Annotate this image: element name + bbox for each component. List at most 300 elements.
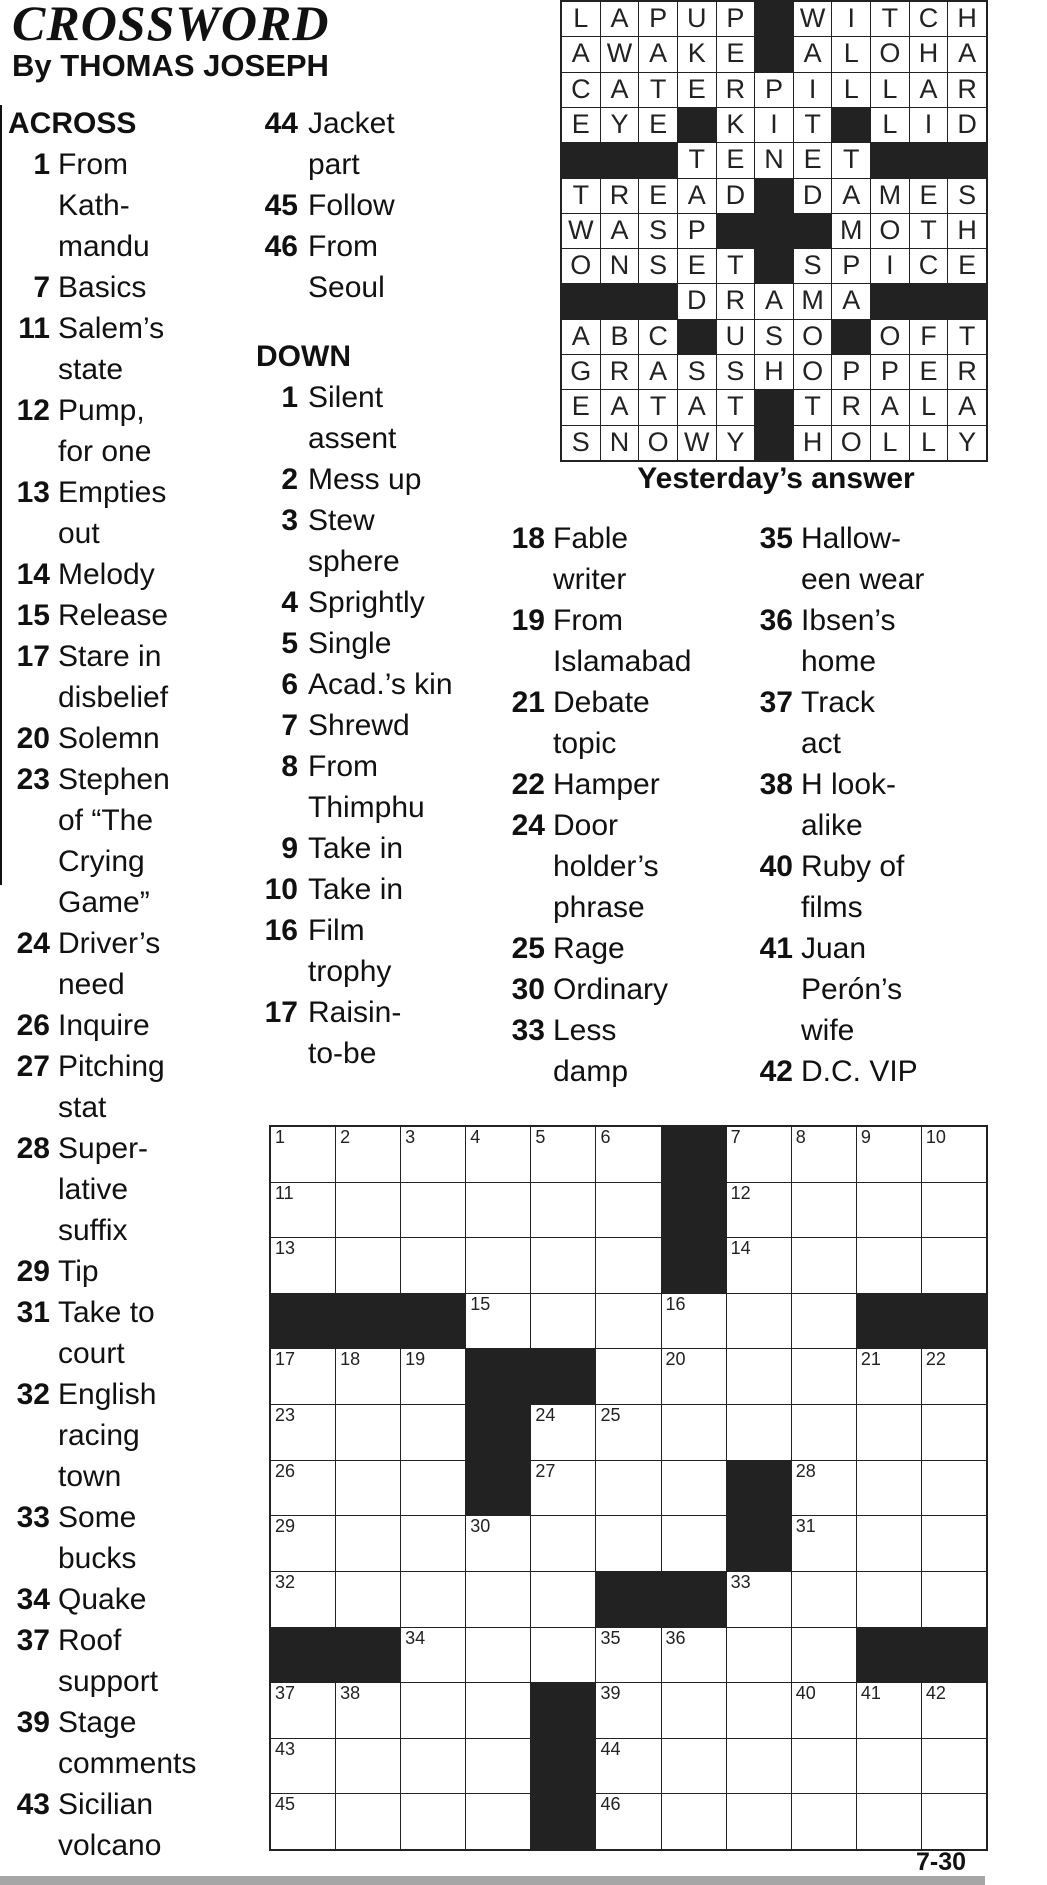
grid-cell[interactable] (727, 1127, 791, 1182)
black-square (662, 1127, 726, 1182)
grid-cell[interactable] (596, 1238, 660, 1293)
clue-text: assent (308, 422, 397, 455)
grid-cell[interactable] (401, 1183, 465, 1238)
cell-number: 2 (340, 1127, 351, 1147)
answer-letter: P (717, 2, 755, 36)
answer-letter: A (639, 37, 677, 71)
grid-cell[interactable] (466, 1127, 530, 1182)
clue-text: films (801, 891, 863, 924)
clue-item (256, 226, 501, 308)
puzzle-title: CROSSWORD (12, 0, 330, 51)
black-square (639, 284, 677, 318)
grid-cell[interactable] (792, 1405, 856, 1460)
grid-cell[interactable] (466, 1294, 530, 1349)
black-square (401, 1294, 465, 1349)
clue-text: Kath- (58, 189, 130, 222)
grid-cell[interactable] (401, 1127, 465, 1182)
grid-cell[interactable] (792, 1238, 856, 1293)
grid-cell[interactable] (466, 1516, 530, 1571)
grid-cell[interactable] (336, 1739, 400, 1794)
grid-cell[interactable] (531, 1238, 595, 1293)
clue-number: 27 (16, 1050, 50, 1083)
grid-cell[interactable] (271, 1183, 335, 1238)
answer-letter: P (678, 214, 716, 248)
grid-cell[interactable] (336, 1127, 400, 1182)
cell-number: 23 (275, 1405, 296, 1426)
grid-cell[interactable] (662, 1294, 726, 1349)
answer-letter: C (910, 249, 948, 283)
grid-cell[interactable] (922, 1572, 986, 1627)
answer-letter: W (794, 2, 832, 36)
grid-cell[interactable] (531, 1516, 595, 1571)
grid-cell[interactable] (401, 1572, 465, 1627)
clue-item (8, 1251, 248, 1292)
grid-cell[interactable] (466, 1572, 530, 1627)
clue-number: 43 (16, 1788, 50, 1821)
grid-cell[interactable] (401, 1238, 465, 1293)
clue-text: racing (58, 1419, 140, 1452)
answer-letter: F (910, 320, 948, 354)
down-heading: DOWN (256, 340, 351, 373)
cell-number: 37 (275, 1683, 296, 1704)
grid-cell[interactable] (857, 1183, 921, 1238)
grid-cell[interactable] (271, 1405, 335, 1460)
clue-item (8, 718, 248, 759)
cell-number: 1 (275, 1127, 286, 1147)
answer-letter: E (678, 249, 716, 283)
black-square (794, 214, 832, 248)
answer-letter: M (794, 284, 832, 318)
clue-number: 44 (264, 107, 298, 140)
cell-number: 13 (275, 1238, 296, 1259)
grid-cell[interactable] (531, 1572, 595, 1627)
grid-cell[interactable] (662, 1516, 726, 1571)
cell-number: 20 (665, 1349, 686, 1370)
puzzle-date: 7-30 (916, 1848, 967, 1876)
clue-item (8, 923, 248, 1005)
grid-cell[interactable] (531, 1628, 595, 1683)
grid-cell[interactable] (922, 1127, 986, 1182)
clue-item (256, 664, 501, 705)
grid-cell[interactable] (792, 1739, 856, 1794)
grid-cell[interactable] (401, 1683, 465, 1738)
grid-cell[interactable] (336, 1516, 400, 1571)
clue-text: Ibsen’s (801, 604, 896, 637)
clue-item (751, 518, 996, 600)
clue-text: Silent (308, 381, 384, 414)
clue-text: damp (553, 1055, 629, 1088)
grid-cell[interactable] (792, 1572, 856, 1627)
cell-number: 45 (275, 1794, 296, 1815)
grid-cell[interactable] (531, 1405, 595, 1460)
clue-item (751, 1051, 996, 1092)
grid-cell[interactable] (662, 1461, 726, 1516)
grid-cell[interactable] (922, 1516, 986, 1571)
clue-item (503, 764, 748, 805)
clue-text: Hallow- (801, 522, 902, 555)
answer-letter: A (794, 37, 832, 71)
answer-letter: L (910, 390, 948, 424)
answer-letter: A (562, 37, 600, 71)
grid-cell[interactable] (792, 1794, 856, 1849)
answer-letter: R (717, 73, 755, 107)
grid-cell[interactable] (401, 1794, 465, 1849)
cell-number: 17 (275, 1349, 296, 1370)
grid-cell[interactable] (401, 1628, 465, 1683)
clue-text: Take in (308, 873, 404, 906)
grid-cell[interactable] (727, 1572, 791, 1627)
grid-cell[interactable] (336, 1683, 400, 1738)
clue-text: holder’s (553, 850, 659, 883)
clue-text: een wear (801, 563, 925, 596)
answer-letter: O (832, 426, 870, 460)
cell-number: 35 (600, 1627, 621, 1648)
clue-text: Raisin- (308, 996, 402, 1029)
grid-cell[interactable] (271, 1739, 335, 1794)
grid-cell[interactable] (466, 1238, 530, 1293)
answer-letter: T (717, 249, 755, 283)
grid-cell[interactable] (727, 1683, 791, 1738)
black-square (639, 143, 677, 177)
grid-cell[interactable] (922, 1683, 986, 1738)
clue-item (503, 600, 748, 682)
grid-cell[interactable] (857, 1794, 921, 1849)
answer-letter: L (562, 2, 600, 36)
clue-number: 21 (511, 686, 545, 719)
grid-cell[interactable] (401, 1739, 465, 1794)
answer-letter: A (601, 214, 639, 248)
grid-cell[interactable] (271, 1572, 335, 1627)
grid-cell[interactable] (857, 1683, 921, 1738)
grid-cell[interactable] (857, 1238, 921, 1293)
grid-cell[interactable] (662, 1349, 726, 1404)
clue-text: Roof (58, 1624, 122, 1657)
clue-number: 33 (16, 1501, 50, 1534)
grid-cell[interactable] (922, 1405, 986, 1460)
clue-item (8, 1620, 248, 1702)
clue-column-1 (8, 103, 248, 1866)
answer-letter: T (948, 320, 986, 354)
answer-letter: R (601, 179, 639, 213)
clue-item (8, 1702, 248, 1784)
cell-number: 6 (600, 1127, 611, 1147)
grid-cell[interactable] (596, 1405, 660, 1460)
answer-letter: Y (717, 426, 755, 460)
grid-cell[interactable] (531, 1183, 595, 1238)
clue-item (256, 103, 501, 185)
grid-cell[interactable] (466, 1683, 530, 1738)
clue-item (751, 600, 996, 682)
grid-cell[interactable] (792, 1683, 856, 1738)
clue-number: 32 (16, 1378, 50, 1411)
grid-cell[interactable] (727, 1794, 791, 1849)
grid-cell[interactable] (857, 1572, 921, 1627)
grid-cell[interactable] (336, 1349, 400, 1404)
grid-cell[interactable] (336, 1238, 400, 1293)
answer-letter: O (639, 426, 677, 460)
grid-cell[interactable] (922, 1739, 986, 1794)
answer-letter: A (948, 37, 986, 71)
cell-number: 24 (535, 1405, 556, 1426)
grid-cell[interactable] (922, 1349, 986, 1404)
clue-item (503, 969, 748, 1010)
answer-letter: E (948, 249, 986, 283)
column-rule (0, 105, 2, 885)
grid-cell[interactable] (531, 1294, 595, 1349)
clue-text: wife (801, 1014, 855, 1047)
grid-cell[interactable] (336, 1794, 400, 1849)
clue-number: 8 (281, 750, 298, 783)
answer-letter: E (678, 73, 716, 107)
clue-column-4 (751, 518, 996, 1092)
answer-letter: R (717, 284, 755, 318)
clue-item (8, 472, 248, 554)
answer-letter: L (871, 73, 909, 107)
crossword-grid (269, 1125, 988, 1851)
grid-cell[interactable] (336, 1572, 400, 1627)
clue-text: Acad.’s kin (308, 668, 453, 701)
clue-number: 37 (16, 1624, 50, 1657)
cell-number: 31 (795, 1516, 816, 1537)
grid-cell[interactable] (727, 1349, 791, 1404)
grid-cell[interactable] (596, 1461, 660, 1516)
grid-cell[interactable] (596, 1683, 660, 1738)
black-square (531, 1794, 595, 1849)
grid-cell[interactable] (727, 1294, 791, 1349)
clue-item (256, 705, 501, 746)
clue-number: 18 (511, 522, 545, 555)
cell-number: 39 (600, 1683, 621, 1704)
grid-cell[interactable] (922, 1238, 986, 1293)
cell-number: 14 (730, 1238, 751, 1259)
clue-text: Driver’s (58, 927, 161, 960)
clue-item (256, 623, 501, 664)
grid-cell[interactable] (792, 1516, 856, 1571)
answer-letter: E (910, 179, 948, 213)
clue-text: support (58, 1665, 159, 1698)
grid-cell[interactable] (792, 1294, 856, 1349)
grid-cell[interactable] (596, 1516, 660, 1571)
answer-letter: S (562, 426, 600, 460)
grid-cell[interactable] (466, 1628, 530, 1683)
grid-cell[interactable] (401, 1516, 465, 1571)
clue-number: 30 (511, 973, 545, 1006)
cell-number: 33 (730, 1571, 751, 1592)
clue-text: Hamper (553, 768, 660, 801)
grid-cell[interactable] (466, 1183, 530, 1238)
grid-cell[interactable] (662, 1628, 726, 1683)
clue-text: Tip (58, 1255, 99, 1288)
answer-letter: N (601, 249, 639, 283)
grid-cell[interactable] (857, 1127, 921, 1182)
answer-letter: E (639, 179, 677, 213)
grid-cell[interactable] (922, 1794, 986, 1849)
answer-letter: H (755, 355, 793, 389)
grid-cell[interactable] (727, 1238, 791, 1293)
grid-cell[interactable] (596, 1628, 660, 1683)
grid-cell[interactable] (857, 1516, 921, 1571)
grid-cell[interactable] (271, 1127, 335, 1182)
grid-cell[interactable] (792, 1628, 856, 1683)
clue-number: 46 (264, 230, 298, 263)
clue-number: 35 (759, 522, 793, 555)
grid-cell[interactable] (727, 1405, 791, 1460)
answer-letter: W (562, 214, 600, 248)
grid-cell[interactable] (792, 1349, 856, 1404)
grid-cell[interactable] (922, 1183, 986, 1238)
grid-cell[interactable] (401, 1461, 465, 1516)
clue-number: 33 (511, 1014, 545, 1047)
clue-number: 23 (16, 763, 50, 796)
clue-item (256, 500, 501, 582)
black-square (948, 143, 986, 177)
clue-text: Debate (553, 686, 650, 719)
clue-text: Quake (58, 1583, 147, 1616)
cell-number: 43 (275, 1738, 296, 1759)
answer-letter: A (832, 284, 870, 318)
across-heading: ACROSS (8, 107, 137, 140)
answer-letter: T (794, 108, 832, 142)
grid-cell[interactable] (596, 1739, 660, 1794)
answer-letter: T (639, 73, 677, 107)
grid-cell[interactable] (792, 1183, 856, 1238)
clue-number: 37 (759, 686, 793, 719)
clue-text: lative (58, 1173, 129, 1206)
answer-letter: B (601, 320, 639, 354)
black-square (466, 1405, 530, 1460)
cell-number: 4 (470, 1127, 481, 1147)
grid-cell[interactable] (336, 1405, 400, 1460)
clue-text: Sprightly (308, 586, 425, 619)
answer-letter: O (871, 37, 909, 71)
black-square (832, 320, 870, 354)
grid-cell[interactable] (596, 1794, 660, 1849)
clue-number: 10 (264, 873, 298, 906)
grid-cell[interactable] (596, 1183, 660, 1238)
grid-cell[interactable] (857, 1739, 921, 1794)
grid-cell[interactable] (466, 1739, 530, 1794)
clue-text: Game” (58, 886, 150, 919)
answer-letter: O (562, 249, 600, 283)
grid-cell[interactable] (271, 1794, 335, 1849)
black-square (832, 108, 870, 142)
clue-number: 45 (264, 189, 298, 222)
answer-letter: E (639, 108, 677, 142)
grid-cell[interactable] (662, 1683, 726, 1738)
clue-item (8, 1128, 248, 1251)
clue-text: Thimphu (308, 791, 425, 824)
answer-letter: K (678, 37, 716, 71)
clue-text: trophy (308, 955, 392, 988)
grid-cell[interactable] (336, 1461, 400, 1516)
grid-cell[interactable] (792, 1461, 856, 1516)
black-square (755, 214, 793, 248)
grid-cell[interactable] (596, 1127, 660, 1182)
clue-text: sphere (308, 545, 400, 578)
grid-cell[interactable] (401, 1405, 465, 1460)
grid-cell[interactable] (857, 1461, 921, 1516)
grid-cell[interactable] (271, 1238, 335, 1293)
clue-number: 42 (759, 1055, 793, 1088)
clue-text: Less (553, 1014, 617, 1047)
grid-cell[interactable] (271, 1349, 335, 1404)
clue-item (503, 518, 748, 600)
clue-item (8, 636, 248, 718)
cell-number: 40 (795, 1683, 816, 1704)
grid-cell[interactable] (727, 1628, 791, 1683)
clue-number: 9 (281, 832, 298, 865)
clue-number: 12 (16, 394, 50, 427)
answer-letter: L (871, 108, 909, 142)
grid-cell[interactable] (727, 1739, 791, 1794)
grid-cell[interactable] (596, 1294, 660, 1349)
grid-cell[interactable] (531, 1461, 595, 1516)
grid-cell[interactable] (466, 1794, 530, 1849)
answer-letter: H (794, 426, 832, 460)
clue-column-3 (503, 518, 748, 1092)
clue-text: From (553, 604, 623, 637)
answer-letter: I (871, 249, 909, 283)
cell-number: 46 (600, 1794, 621, 1815)
clue-text: From (58, 148, 128, 181)
clue-text: Mess up (308, 463, 422, 496)
grid-cell[interactable] (596, 1349, 660, 1404)
answer-letter: A (832, 179, 870, 213)
clue-text: Crying (58, 845, 145, 878)
cell-number: 19 (405, 1349, 426, 1370)
grid-cell[interactable] (336, 1183, 400, 1238)
clue-item (256, 992, 501, 1074)
grid-cell[interactable] (857, 1349, 921, 1404)
grid-cell[interactable] (857, 1405, 921, 1460)
cell-number: 22 (925, 1349, 946, 1370)
grid-cell[interactable] (271, 1461, 335, 1516)
answer-letter: T (717, 390, 755, 424)
clue-text: suffix (58, 1214, 128, 1247)
grid-cell[interactable] (401, 1349, 465, 1404)
grid-cell[interactable] (662, 1739, 726, 1794)
spacer (256, 308, 501, 336)
clue-number: 22 (511, 768, 545, 801)
black-square (755, 249, 793, 283)
clue-item (8, 1784, 248, 1866)
yesterday-answer-grid (560, 0, 988, 462)
answer-letter: E (717, 37, 755, 71)
answer-letter: H (948, 2, 986, 36)
answer-letter: R (832, 390, 870, 424)
clue-text: Stephen (58, 763, 170, 796)
clue-text: English (58, 1378, 157, 1411)
clue-number: 34 (16, 1583, 50, 1616)
grid-cell[interactable] (727, 1183, 791, 1238)
grid-cell[interactable] (662, 1794, 726, 1849)
clue-item (256, 377, 501, 459)
answer-letter: E (794, 143, 832, 177)
answer-letter: E (910, 355, 948, 389)
grid-cell[interactable] (271, 1516, 335, 1571)
clue-item (256, 828, 501, 869)
clue-text: for one (58, 435, 152, 468)
grid-cell[interactable] (531, 1127, 595, 1182)
clue-item (8, 1497, 248, 1579)
grid-cell[interactable] (922, 1461, 986, 1516)
grid-cell[interactable] (271, 1683, 335, 1738)
grid-cell[interactable] (662, 1405, 726, 1460)
clue-item (256, 746, 501, 828)
grid-cell[interactable] (792, 1127, 856, 1182)
black-square (922, 1294, 986, 1349)
answer-letter: A (601, 390, 639, 424)
